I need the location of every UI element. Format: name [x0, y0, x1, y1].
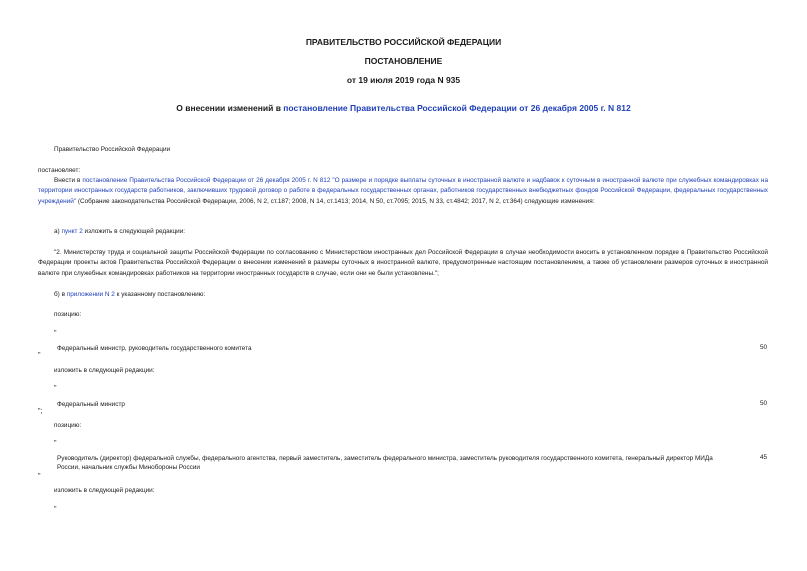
p1-text-b: (Собрание законодательства Российской Федерации, 2006, N 2, ст.187; 2008, N 14, ст.1413; 2014, N 50, ст.7095; 2015, N 33, ст.4842; 2017, N 2, ст.364) следующие изменения: — [76, 197, 595, 205]
replace-label-2: изложить в следующей редакции: — [54, 487, 155, 494]
quote-open-3: " — [54, 440, 57, 447]
paragraph-2: "2. Министерству труда и социальной защиты Российской Федерации по согласованию с Министерством иностранных дел Российской Федерации в случае необходимости вносить в установленном порядке в Правительство Российской Федерации проекты актов Правительства Российской Федерации о внесении изменений в размеры суточных в иностранной валюте, предусмотренные настоящим постановлением, а также об установлении размеров суточных в иностранной валюте при служебных командировках работников на территории иностранных государств в случае, если они не были установлены."; — [38, 249, 768, 277]
title-prefix: О внесении изменений в — [176, 103, 284, 113]
title-link[interactable]: постановление Правительства Российской Федерации от 26 декабря 2005 г. N 812 — [283, 103, 631, 113]
item-a-suffix: изложить в следующей редакции: — [82, 228, 186, 235]
row2-value: 50 — [760, 400, 768, 407]
quote-close-1: " — [38, 352, 41, 359]
row3-text-line-2: России, начальник службы Минобороны России — [57, 464, 201, 472]
replace-label-1: изложить в следующей редакции: — [54, 367, 155, 374]
item-b-prefix: б) в — [54, 291, 67, 298]
decides-line: постановляет: — [38, 167, 81, 174]
item-a-prefix: а) — [54, 228, 62, 235]
row1-text: Федеральный министр, руководитель государственного комитета — [57, 345, 252, 352]
quote-close-3: " — [38, 473, 41, 480]
row1-value: 50 — [760, 344, 768, 351]
position-label-2: позицию: — [54, 422, 82, 429]
item-b — [54, 290, 205, 300]
row3-text-line-1: Руководитель (директор) федеральной службы, федерального агентства, первый заместитель, заместитель федерального министра, заместитель руководителя государственного комитета, генеральный директор МИДа — [57, 455, 713, 462]
doc-type: ПОСТАНОВЛЕНИЕ — [364, 56, 443, 66]
quote-open-1: " — [54, 330, 57, 337]
row2-text: Федеральный министр — [57, 401, 125, 408]
position-label-1: позицию: — [54, 311, 82, 318]
org-title: ПРАВИТЕЛЬСТВО РОССИЙСКОЙ ФЕДЕРАЦИИ — [305, 37, 502, 47]
item-a — [54, 227, 185, 237]
paragraph-1 — [38, 176, 768, 207]
p1-text-a: Внести в — [54, 177, 83, 184]
row3-value: 45 — [760, 454, 768, 461]
item-b-suffix: к указанному постановлению: — [114, 291, 206, 298]
item-a-link[interactable]: пункт 2 — [61, 228, 83, 235]
doc-title — [0, 103, 807, 113]
p1-link[interactable]: постановление Правительства Российской Федерации от 26 декабря 2005 г. N 812 "О размере и порядке выплаты суточных в иностранной валюте и надбавок к суточным в иностранной валюте при служебных командировках на территории иностранных государств работников, заключивших трудовой договор о работе в федеральных государственных органах, работников государственных внебюджетных фондов Российской Федерации, федеральных государственных учреждений" — [38, 177, 769, 205]
item-b-link[interactable]: приложении N 2 — [66, 291, 115, 298]
quote-open-2: " — [54, 385, 57, 392]
doc-date: от 19 июля 2019 года N 935 — [346, 75, 461, 85]
quote-open-4: " — [54, 506, 57, 513]
quote-close-2: "; — [38, 408, 43, 415]
gov-line: Правительство Российской Федерации — [54, 146, 171, 153]
row3-text — [57, 454, 737, 474]
